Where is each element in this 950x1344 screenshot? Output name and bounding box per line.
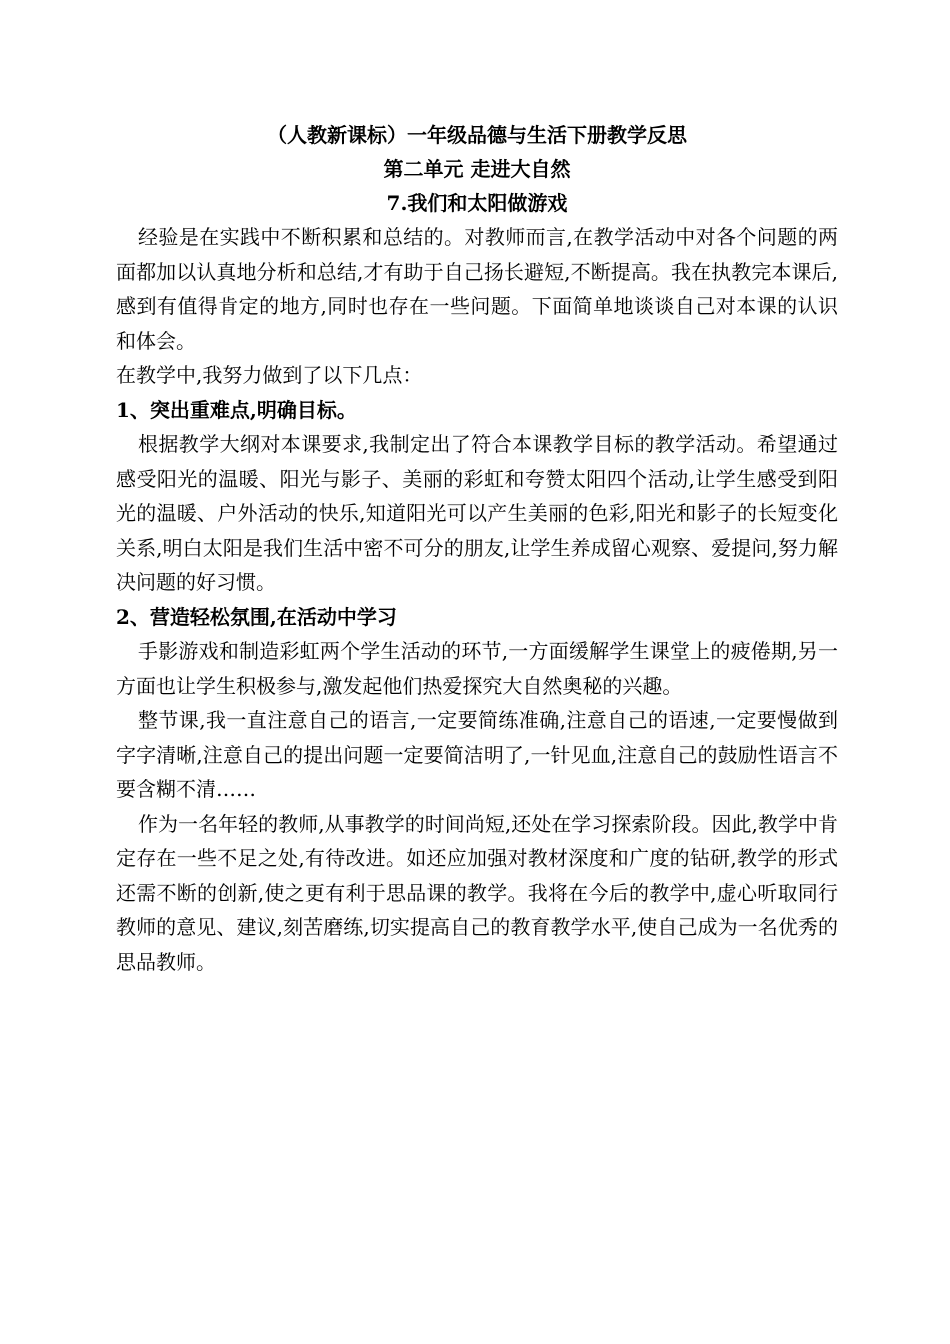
lead-paragraph: 在教学中,我努力做到了以下几点： <box>116 363 423 387</box>
document-content <box>116 118 838 979</box>
section2-heading: 2、营造轻松氛围,在活动中学习 <box>116 604 397 629</box>
document-title: （人教新课标）一年级品德与生活下册教学反思 <box>267 123 687 147</box>
conclusion-paragraph: 作为一名年轻的教师,从事教学的时间尚短,还处在学习探索阶段。因此,教学中肯定存在一些不足之处,有待改进。如还应加强对教材深度和广度的钻研,教学的形式还需不断的创新,使之更有利于思品课的教学。我将在今后的教学中,虚心听取同行教师的意见、建议,刻苦磨练,切实提高自己的教育教学水平,使自己成为一名优秀的思品教师。 <box>116 811 838 974</box>
section2-paragraph-1: 手影游戏和制造彩虹两个学生活动的环节,一方面缓解学生课堂上的疲倦期,另一方面也让学生积极参与,激发起他们热爱探究大自然奥秘的兴趣。 <box>116 639 838 698</box>
unit-title: 第二单元 走进大自然 <box>383 157 571 181</box>
lesson-title: 7.我们和太阳做游戏 <box>386 191 568 215</box>
section1-heading: 1、突出重难点,明确目标。 <box>116 397 357 422</box>
section2-paragraph-2: 整节课,我一直注意自己的语言,一定要简练准确,注意自己的语速,一定要慢做到字字清晰,注意自己的提出问题一定要简洁明了,一针见血,注意自己的鼓励性语言不要含糊不清…… <box>116 708 838 801</box>
section1-paragraph: 根据教学大纲对本课要求,我制定出了符合本课教学目标的教学活动。希望通过感受阳光的温暖、阳光与影子、美丽的彩虹和夸赞太阳四个活动,让学生感受到阳光的温暖、户外活动的快乐,知道阳光可以产生美丽的色彩,阳光和影子的长短变化关系,明白太阳是我们生活中密不可分的朋友,让学生养成留心观察、爱提问,努力解决问题的好习惯。 <box>116 432 838 594</box>
intro-paragraph: 经验是在实践中不断积累和总结的。对教师而言,在教学活动中对各个问题的两面都加以认真地分析和总结,才有助于自己扬长避短,不断提高。我在执教完本课后,感到有值得肯定的地方,同时也存在一些问题。下面简单地谈谈自己对本课的认识和体会。 <box>116 225 838 353</box>
